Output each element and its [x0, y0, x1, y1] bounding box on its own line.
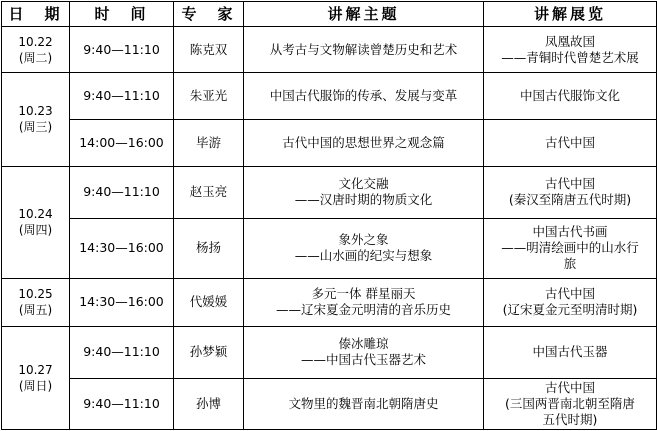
exhibit-line: 古代中国: [544, 134, 595, 150]
theme-cell: [244, 278, 484, 326]
exhibit-cell: [484, 120, 657, 166]
date-cell: [2, 327, 70, 430]
exhibit-line: 五代时期): [542, 411, 598, 427]
date-cell: [2, 73, 70, 166]
exhibit-cell: [484, 219, 657, 279]
header-row: [2, 2, 657, 27]
table-row: [2, 166, 657, 218]
time-cell: 9:40—11:10: [70, 73, 174, 120]
exhibit-cell: [484, 378, 657, 429]
table-row: [2, 27, 657, 73]
weekday-text: (周三): [18, 120, 53, 135]
theme-line: ——山水画的纪实与想象: [294, 248, 433, 264]
table-row: [2, 278, 657, 326]
theme-line: ——汉唐时期的物质文化: [294, 192, 433, 208]
exhibit-line: 古代中国: [544, 379, 595, 395]
exhibit-line: ——青铜时代曾楚艺术展: [501, 49, 639, 65]
exhibit-line: 凤凰故国: [544, 33, 595, 49]
expert-cell: 毕游: [174, 120, 244, 166]
date-cell: [2, 166, 70, 278]
header-exhibit: 讲解展览: [484, 2, 657, 27]
exhibit-line: 旅: [563, 256, 577, 272]
time-cell: 9:40—11:10: [70, 27, 174, 73]
theme-line: 傣冰雕琼: [338, 336, 389, 352]
header-time: 时 间: [70, 2, 174, 27]
theme-line: ——中国古代玉器艺术: [300, 352, 426, 368]
theme-cell: [244, 27, 484, 73]
weekday-text: (周四): [18, 223, 53, 238]
exhibit-line: ——明清绘画中的山水行: [501, 240, 639, 256]
weekday-text: (周日): [18, 379, 53, 394]
time-cell: 14:30—16:00: [70, 278, 174, 326]
table-row: [2, 73, 657, 120]
date-text: 10.22: [18, 34, 53, 49]
time-cell: 14:00—16:00: [70, 120, 174, 166]
table-row: [2, 219, 657, 279]
time-cell: 9:40—11:10: [70, 378, 174, 429]
expert-cell: 朱亚光: [174, 73, 244, 120]
theme-line: 古代中国的思想世界之观念篇: [282, 134, 445, 150]
theme-cell: [244, 327, 484, 378]
theme-cell: [244, 120, 484, 166]
expert-cell: 孙梦颖: [174, 327, 244, 378]
theme-cell: [244, 219, 484, 279]
exhibit-line: (秦汉至隋唐五代时期): [508, 192, 632, 208]
expert-cell: 陈克双: [174, 27, 244, 73]
date-text: 10.24: [18, 207, 53, 222]
theme-cell: [244, 166, 484, 218]
lecture-schedule-table: [1, 1, 657, 430]
time-cell: 14:30—16:00: [70, 219, 174, 279]
table-row: [2, 120, 657, 166]
weekday-text: (周二): [18, 50, 53, 65]
exhibit-line: (辽宋夏金元至明清时期): [502, 302, 638, 318]
header-date: 日 期: [2, 2, 70, 27]
exhibit-cell: [484, 327, 657, 378]
table-row: [2, 378, 657, 429]
exhibit-line: (三国两晋南北朝至隋唐: [505, 395, 635, 411]
theme-line: 多元一体 群星丽天: [311, 286, 416, 302]
theme-line: ——辽宋夏金元明清的音乐历史: [275, 302, 451, 318]
theme-cell: [244, 378, 484, 429]
theme-line: 从考古与文物解读曾楚历史和艺术: [269, 41, 458, 57]
expert-cell: 杨扬: [174, 219, 244, 279]
date-cell: [2, 27, 70, 73]
theme-line: 象外之象: [338, 232, 389, 248]
time-cell: 9:40—11:10: [70, 166, 174, 218]
theme-line: 文物里的魏晋南北朝隋唐史: [288, 395, 439, 411]
header-theme: 讲解主题: [244, 2, 484, 27]
schedule-body: [2, 27, 657, 430]
header-expert: 专 家: [174, 2, 244, 27]
theme-cell: [244, 73, 484, 120]
exhibit-line: 中国古代玉器: [532, 344, 608, 360]
date-text: 10.27: [18, 363, 53, 378]
exhibit-line: 古代中国: [544, 176, 595, 192]
exhibit-line: 中国古代书画: [532, 224, 608, 240]
time-cell: 9:40—11:10: [70, 327, 174, 378]
exhibit-cell: [484, 278, 657, 326]
weekday-text: (周五): [18, 303, 53, 318]
table-row: [2, 327, 657, 378]
date-cell: [2, 278, 70, 326]
theme-line: 文化交融: [338, 176, 389, 192]
theme-line: 中国古代服饰的传承、发展与变革: [269, 88, 458, 104]
date-text: 10.23: [18, 104, 53, 119]
exhibit-cell: [484, 73, 657, 120]
exhibit-line: 中国古代服饰文化: [519, 88, 620, 104]
expert-cell: 赵玉亮: [174, 166, 244, 218]
exhibit-line: 古代中国: [544, 286, 595, 302]
exhibit-cell: [484, 27, 657, 73]
exhibit-cell: [484, 166, 657, 218]
date-text: 10.25: [18, 287, 53, 302]
expert-cell: 孙博: [174, 378, 244, 429]
expert-cell: 代媛媛: [174, 278, 244, 326]
